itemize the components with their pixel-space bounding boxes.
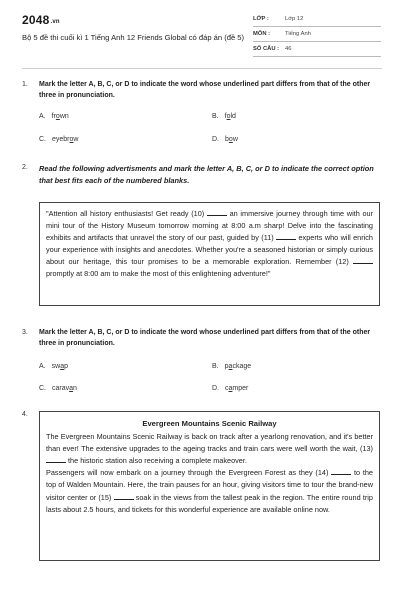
meta-subject <box>253 29 381 42</box>
option-letter: A. <box>39 363 46 370</box>
option-word: frown <box>51 113 69 120</box>
question-1-text: Mark the letter A, B, C, or D to indicate the word whose underlined part differs from that of the other three in pronunciation. <box>39 81 371 99</box>
blank-10[interactable] <box>207 209 227 216</box>
question-1-number: 1. <box>22 81 28 88</box>
page-header <box>0 0 400 68</box>
passage-paragraph-2: Passengers will now embark on a journey through the Evergreen Forest as they (14) to the top of Walden Mountain. Here, the train pauses for an hour, giving visitors time to tour the brand-new visitor center or (15) soak in the views from the tallest peak in the region. The entire round trip lasts about 2.5 hours, and tickets for this wonderful experience are available online now. <box>46 468 373 514</box>
meta-key: LỚP : <box>253 16 269 22</box>
option-letter: D. <box>212 385 219 392</box>
meta-value: Lớp 12 <box>285 16 304 22</box>
advertisement-passage-box <box>39 202 380 306</box>
logo-main: 2048 <box>22 13 50 27</box>
site-logo[interactable] <box>22 13 60 27</box>
question-1-option-c[interactable] <box>39 136 78 143</box>
blank-15[interactable] <box>114 493 134 500</box>
meta-class <box>253 14 381 27</box>
blank-12[interactable] <box>353 257 373 264</box>
passage-paragraph-1: The Evergreen Mountains Scenic Railway is back on track after a yearlong renovation, and it's better than ever! The extensive upgrades to the ageing tracks and train cars were well worth the wait, (13) the historic station also receiving a complete makeover. <box>46 432 373 466</box>
header-divider <box>22 68 382 69</box>
meta-key: SỐ CÂU : <box>253 46 280 52</box>
option-letter: C. <box>39 136 46 143</box>
option-letter: B. <box>212 113 219 120</box>
meta-value: Tiếng Anh <box>285 31 311 37</box>
question-4-number: 4. <box>22 411 28 418</box>
option-word: bow <box>225 136 238 143</box>
question-1-option-d[interactable] <box>212 136 238 143</box>
question-1-option-a[interactable] <box>39 113 69 120</box>
option-word: fold <box>224 113 236 120</box>
blank-14[interactable] <box>331 468 351 475</box>
document-title: Bộ 5 đề thi cuối kì 1 Tiếng Anh 12 Friends Global có đáp án (đề 5) <box>22 33 245 42</box>
meta-question-count <box>253 44 381 57</box>
passage-title: Evergreen Mountains Scenic Railway <box>142 419 277 428</box>
option-letter: B. <box>212 363 219 370</box>
meta-value: 46 <box>285 46 292 52</box>
question-2-text: Read the following advertisments and mark the letter A, B, C, or D to indicate the correct option that best fits each of the numbered blanks. <box>39 164 374 185</box>
question-3-option-d[interactable] <box>212 385 248 392</box>
option-letter: D. <box>212 136 219 143</box>
advertisement-passage: "Attention all history enthusiasts! Get ready (10) an immersive journey through time with our mini tour of the History Museum tomorrow morning at 8:00 a.m sharp! Delve into the fascinating exhibits and artifacts that unravel the story of our past, guided by (11) experts who will enrich your experience with insights and anecdotes. Whether you're a seasoned historian or simply curious about our heritage, this tour promises to be a memorable exploration. Remember (12) promptly at 8:00 am to make the most of this enlightening adventure!" <box>46 209 373 279</box>
option-word: eyebrow <box>52 136 79 143</box>
question-3-number: 3. <box>22 329 28 336</box>
option-word: caravan <box>52 385 77 392</box>
question-3-option-c[interactable] <box>39 385 77 392</box>
option-word: swap <box>51 363 68 370</box>
railway-passage-box <box>39 411 380 561</box>
question-2-number: 2. <box>22 164 28 171</box>
option-word: camper <box>225 385 249 392</box>
blank-11[interactable] <box>276 233 296 240</box>
question-3-text: Mark the letter A, B, C, or D to indicate the word whose underlined part differs from that of the other three in pronunciation. <box>39 329 371 347</box>
question-3-option-a[interactable] <box>39 363 68 370</box>
question-3-option-b[interactable] <box>212 363 251 370</box>
meta-key: MÔN : <box>253 31 271 37</box>
question-1-option-b[interactable] <box>212 113 236 120</box>
logo-suffix: .vn <box>50 19 60 25</box>
option-letter: C. <box>39 385 46 392</box>
blank-13[interactable] <box>46 456 66 463</box>
option-letter: A. <box>39 113 46 120</box>
option-word: package <box>224 363 252 370</box>
